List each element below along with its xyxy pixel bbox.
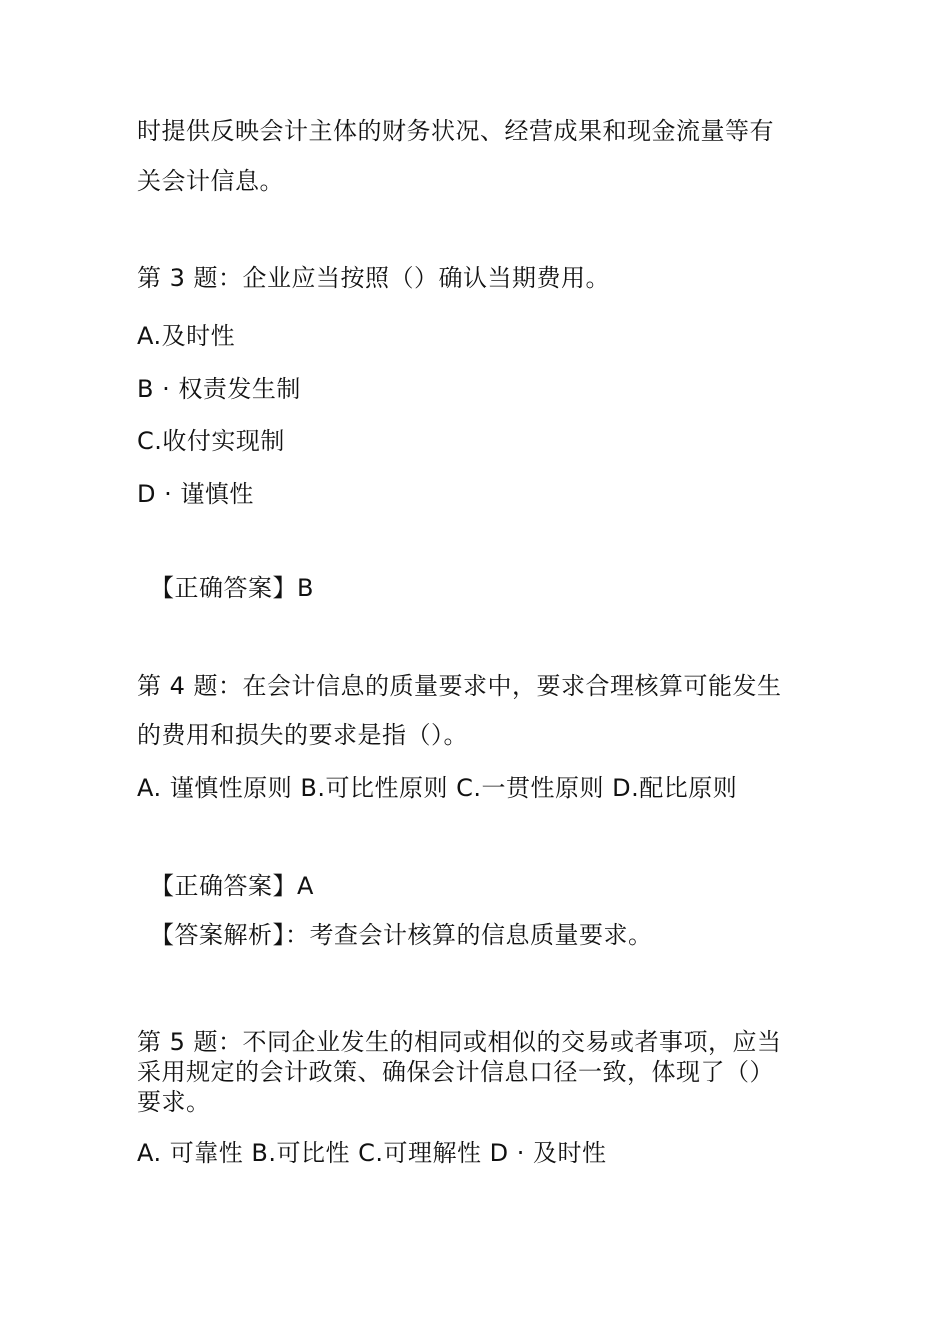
question-3-option-d: D · 谨慎性: [137, 480, 254, 508]
question-3-option-b: B · 权责发生制: [137, 375, 301, 403]
question-5-stem-line-3: 要求。: [137, 1088, 211, 1116]
question-4-options: A. 谨慎性原则 B.可比性原则 C.一贯性原则 D.配比原则: [137, 774, 738, 802]
question-5-stem-line-1: 第 5 题：不同企业发生的相同或相似的交易或者事项，应当: [137, 1028, 782, 1056]
question-3-option-a: A.及时性: [137, 322, 236, 350]
question-4-stem-line-2: 的费用和损失的要求是指（）。: [137, 721, 468, 749]
question-5-stem-line-2: 采用规定的会计政策、确保会计信息口径一致，体现了（）: [137, 1058, 774, 1086]
question-4-answer: 【正确答案】A: [150, 872, 314, 900]
question-5-options: A. 可靠性 B.可比性 C.可理解性 D · 及时性: [137, 1139, 607, 1167]
question-4-stem-line-1: 第 4 题：在会计信息的质量要求中，要求合理核算可能发生: [137, 672, 782, 700]
intro-line-1: 时提供反映会计主体的财务状况、经营成果和现金流量等有: [137, 117, 774, 145]
question-3-option-c: C.收付实现制: [137, 427, 285, 455]
intro-line-2: 关会计信息。: [137, 167, 284, 195]
question-4-analysis: 【答案解析】：考查会计核算的信息质量要求。: [150, 921, 653, 949]
question-3-answer: 【正确答案】B: [150, 574, 314, 602]
question-3-stem: 第 3 题：企业应当按照（）确认当期费用。: [137, 264, 611, 292]
